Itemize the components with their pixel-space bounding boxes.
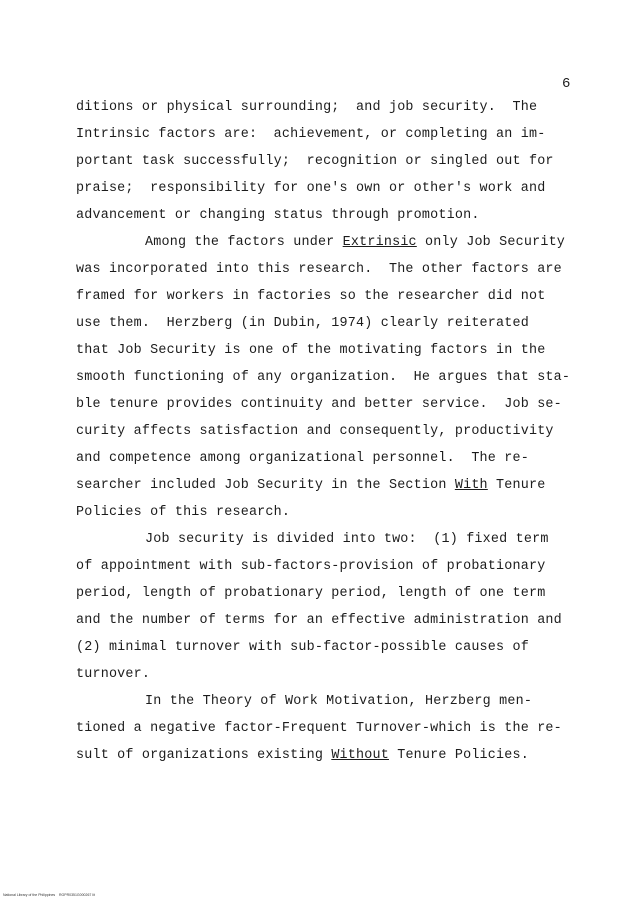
text-line: that Job Security is one of the motivating factors in the (76, 343, 546, 358)
text-segment: Among the factors under (145, 235, 343, 250)
text-segment: Tenure (487, 478, 546, 493)
text-line: curity affects satisfaction and consequently, productivity (76, 424, 554, 439)
text-line: turnover. (76, 667, 151, 682)
text-segment: searcher included Job Security in the Section (76, 478, 455, 493)
text-line: period, length of probationary period, length of one term (76, 586, 546, 601)
text-line: In the Theory of Work Motivation, Herzberg men- (145, 694, 533, 709)
text-line: of appointment with sub-factors-provision of probationary (76, 559, 546, 574)
archive-footer: National Library of the Philippines RGPR0351G000267 lit (3, 893, 95, 897)
text-line: portant task successfully; recognition or singled out for (76, 154, 554, 169)
text-segment: Tenure Policies. (388, 748, 529, 763)
text-line: and competence among organizational personnel. The re- (76, 451, 529, 466)
underlined-term: Extrinsic (342, 235, 417, 250)
text-line: tioned a negative factor-Frequent Turnover-which is the re- (76, 721, 562, 736)
page-number: 6 (562, 76, 571, 92)
text-line: ditions or physical surrounding; and job security. The (76, 100, 538, 115)
text-line (145, 234, 565, 252)
text-line: and the number of terms for an effective administration and (76, 613, 562, 628)
text-line: was incorporated into this research. The other factors are (76, 262, 562, 277)
text-line: use them. Herzberg (in Dubin, 1974) clearly reiterated (76, 316, 529, 331)
text-line: Job security is divided into two: (1) fixed term (145, 532, 549, 547)
text-segment: sult of organizations existing (76, 748, 332, 763)
text-line: smooth functioning of any organization. He argues that sta- (76, 370, 571, 385)
text-line: (2) minimal turnover with sub-factor-possible causes of (76, 640, 529, 655)
text-line: Intrinsic factors are: achievement, or completing an im- (76, 127, 546, 142)
underlined-term: Without (331, 748, 389, 763)
underlined-term: With (454, 478, 488, 493)
text-line (76, 477, 545, 495)
text-line: ble tenure provides continuity and better service. Job se- (76, 397, 562, 412)
text-line: Policies of this research. (76, 505, 291, 520)
text-line (76, 747, 529, 765)
text-line: praise; responsibility for one's own or other's work and (76, 181, 546, 196)
text-segment: only Job Security (416, 235, 566, 250)
text-line: framed for workers in factories so the researcher did not (76, 289, 546, 304)
text-line: advancement or changing status through promotion. (76, 208, 480, 223)
